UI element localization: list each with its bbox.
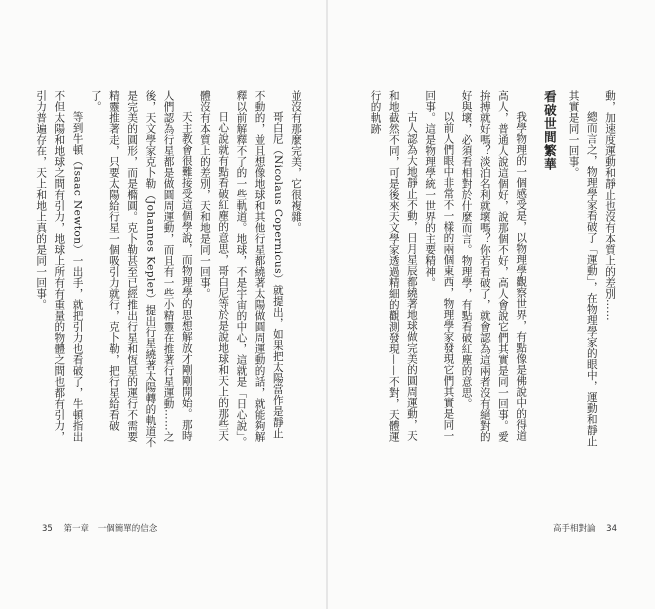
paragraph: 日心說就有點看破紅塵的意思，哥白尼等於是說地球和天上的那些天體沒有本質上的差別，天和地是同一回事。 (198, 90, 230, 442)
paragraph: 天主教會很難接受這個學說，而物理學的思想解放才剛剛開始。那時人們認為行星都是做圓周運動，而且有一些小精靈在推著行星運動……之後，天文學家克卜勒（Johannes Kepler）提出行星繞著太陽轉的軌道不是完美的圓形，而是橢圓。克卜勒甚至已經推出行星和恆星的運行不需要精靈推著走，只要太陽給行星一個吸引力就行，克卜勒，把行星給看破了。 (89, 90, 193, 448)
paragraph: 等到牛頓（Isaac Newton）一出手，就把引力也看破了，牛頓指出不但太陽和地球之間有引力，地球上所有有重量的物體之間也都有引力，引力普遍存在，天上和地上真的是同一回事。 (35, 90, 84, 443)
section-heading: 看破世間繁華 (542, 90, 558, 171)
paragraph: 以前人們眼中非常不一樣的兩個東西，物理學家發現它們其實是同一回事。這是物理學統一世界的主要精神。 (424, 90, 455, 442)
paragraph: 總而言之，物理學家看破了「運動」，在物理學家的眼中，運動和靜止其實是同一回事。 (567, 90, 598, 447)
chapter-title: 一個簡單的信念 (97, 524, 158, 534)
book-title: 高手相對論 (552, 524, 596, 534)
paragraph: 古人認為大地靜止不動，日月星辰都繞著地球做完美的圓周運動，天和地截然不同，可是後來天文學家透過精細的觀測發現——不對，天體運行的軌跡 (369, 90, 418, 442)
left-page-text (35, 90, 305, 450)
right-page-footer (553, 522, 625, 534)
paragraph: 哥白尼（Nicolaus Copernicus）就提出，如果把太陽當作是靜止不動的，並且想像地球和其他行星都繞著太陽做圓周運動的話，就能夠解釋以前解釋不了的一些軌道。地球，不是宇宙的中心，這就是「日心說」。 (235, 90, 284, 448)
chapter-label: 第一章 (63, 524, 90, 534)
left-page-footer (34, 522, 157, 534)
paragraph: 並沒有那麼完美，它很複雜。 (290, 90, 302, 233)
right-page-text (349, 90, 619, 450)
right-page (328, 0, 655, 609)
left-page (0, 0, 327, 609)
paragraph: 我學物理的一個感受是，以物理學觀察世界，有點像是佛說中的得道高人，普通人說這個好，說那個不好，高人會說它們其實是同一回事。愛拚搏就好嗎？淡泊名利就壞嗎？你若看破了，就會認為這兩者沒有絕對的好與壞，必須看相對於什麼而言。物理學，有點看破紅塵的意思。 (460, 90, 528, 442)
paragraph: 動，加速度運動和靜止也沒有本質上的差別…… (604, 90, 616, 321)
page-number: 35 (42, 524, 53, 534)
page-number: 34 (606, 524, 617, 534)
